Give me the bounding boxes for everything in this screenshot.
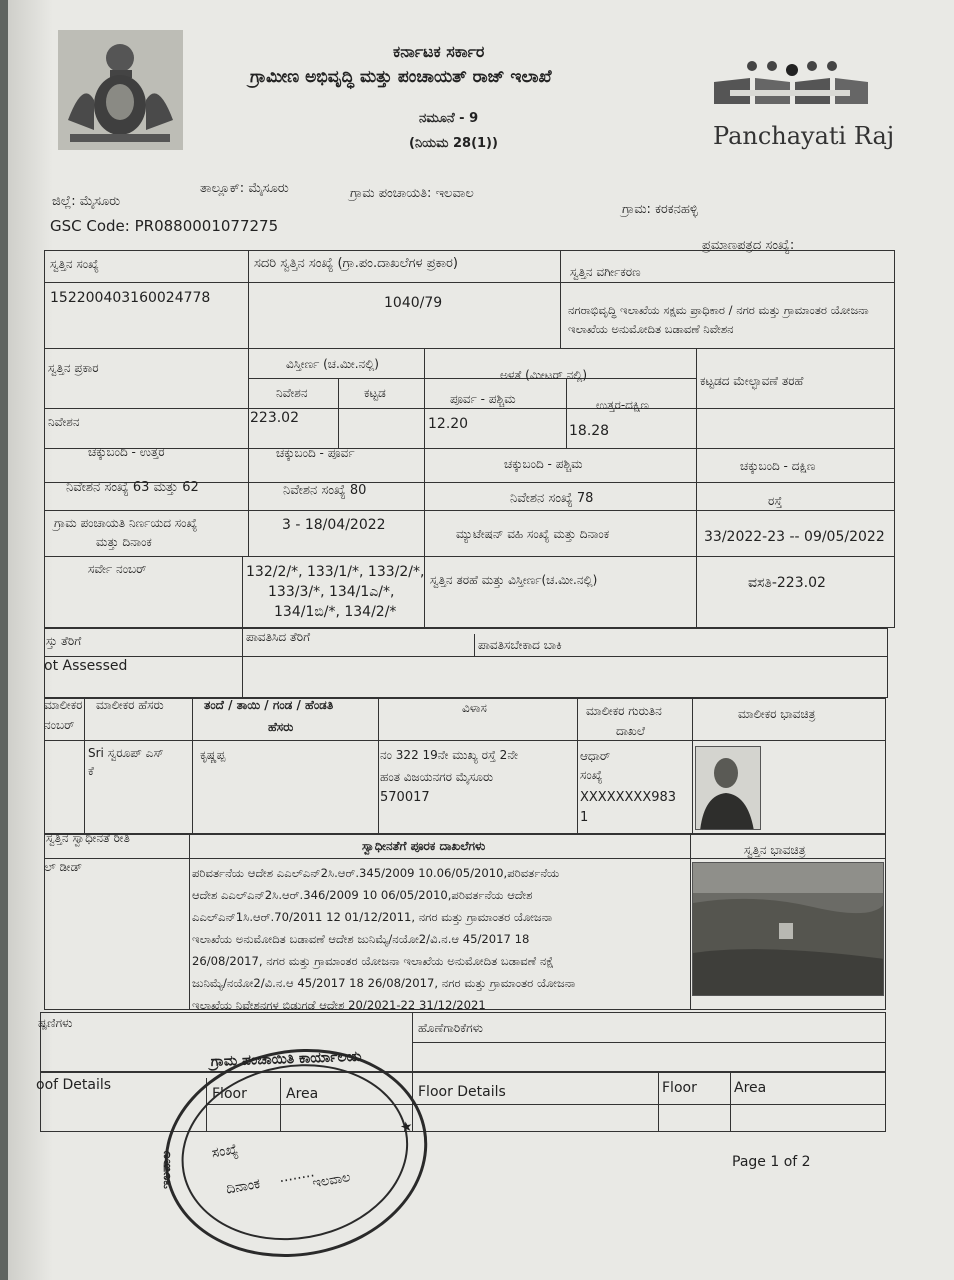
seal-side-text: ಇಲವಾಲ [158, 1150, 174, 1189]
north-south-label: ಉತ್ತರ-ದಕ್ಷಿಣ [596, 398, 649, 412]
survey-number-line-3: 134/1ಬಿ/*, 134/2/* [274, 604, 397, 620]
tax-value: ot Assessed [44, 658, 128, 674]
floor-details-right-label: Floor Details [418, 1084, 506, 1100]
property-photo [692, 862, 884, 996]
doc-line: ಪರಿವರ್ತನೆಯ ಆದೇಶ ಎಎಲ್ಎನ್2ಸಿ.ಆರ್.345/2009 10.06/05/2010,ಪರಿವರ್ತನೆಯ [192, 866, 560, 880]
owner-parent-name: ಕೃಷ್ಣಪ್ಪ [200, 748, 226, 762]
gsc-code: GSC Code: PR0880001077275 [50, 217, 279, 235]
person-icon [696, 747, 761, 830]
west-boundary-label: ಚಕ್ಕುಬಂದಿ - ಪಶ್ಚಿಮ [504, 457, 583, 471]
tax-due-label: ಪಾವತಿಸಬೇಕಾದ ಬಾಕಿ [478, 638, 562, 652]
east-west-label: ಪೂರ್ವ - ಪಶ್ಚಿಮ [450, 392, 516, 406]
floor-details-left-label: oof Details [36, 1077, 112, 1093]
tax-table [44, 628, 888, 698]
gram-panchayat-label: ಗ್ರಾಮ ಪಂಚಾಯತಿ: ಇಲವಾಲ [350, 186, 474, 201]
govt-title: ಕರ್ನಾಟಕ ಸರ್ಕಾರ [393, 42, 485, 61]
resolution-value: 3 - 18/04/2022 [282, 517, 386, 533]
east-west-value: 12.20 [428, 416, 469, 432]
owner-parent-label-1: ತಂದೆ / ತಾಯಿ / ಗಂಡ / ಹೆಂಡತಿ [204, 698, 334, 712]
south-boundary-label: ಚಕ್ಕುಬಂದಿ - ದಕ್ಷಿಣ [740, 459, 816, 473]
doc-line: ಎಎಲ್ಎನ್1ಸಿ.ಆರ್.70/2011 12 01/12/2011, ನಗರ ಮತ್ತು ಗ್ರಾಮಾಂತರ ಯೋಜನಾ [192, 910, 553, 924]
owner-name-1: Sri ಸ್ವರೂಪ್ ಎಸ್ [88, 746, 164, 760]
resolution-label-2: ಮತ್ತು ದಿನಾಂಕ [96, 535, 152, 549]
owner-no-label-1: ಮಾಲೀಕರ [44, 698, 83, 712]
property-id-label: ಸ್ವತ್ತಿನ ಸಂಖ್ಯೆ [50, 257, 99, 271]
department-title: ಗ್ರಾಮೀಣ ಅಭಿವೃದ್ಧಿ ಮತ್ತು ಪಂಚಾಯತ್ ರಾಜ್ ಇಲಾಖೆ [250, 67, 552, 87]
taluk-label: ತಾಲ್ಲೂಕ್: ಮೈಸೂರು [200, 181, 289, 196]
owner-id-number-end: 1 [580, 810, 589, 825]
owner-no-label-2: ನಂಬರ್ [44, 718, 75, 732]
area-left-label: Area [286, 1086, 319, 1102]
site-area-value: 223.02 [250, 410, 299, 426]
tax-paid-label: ಪಾವತಿಸಿದ ತೆರಿಗೆ [246, 630, 311, 644]
form-number: ನಮೂನೆ - 9 [419, 111, 479, 126]
seal-date-label: ದಿನಾಂಕ [224, 1175, 262, 1198]
certificate-number-label: ಪ್ರಮಾಣಪತ್ರದ ಸಂಖ್ಯೆ: [702, 238, 795, 253]
star-icon: ★ [398, 1118, 415, 1137]
owner-name-2: ಕೆ [88, 764, 94, 778]
old-property-number-value: 1040/79 [384, 295, 443, 311]
south-boundary-value: ರಸ್ತೆ [768, 494, 783, 508]
seal-dots: ........ [277, 1164, 316, 1187]
east-boundary-value: ನಿವೇಶನ ಸಂಖ್ಯೆ 80 [283, 483, 367, 498]
owner-address-2: ಹಂತ ವಿಜಯನಗರ ಮೈಸೂರು [380, 770, 494, 784]
floor-left-label: Floor [212, 1086, 247, 1102]
owner-id-number-label: ಸಂಖ್ಯೆ [580, 768, 603, 782]
mutation-value: 33/2022-23 -- 09/05/2022 [704, 529, 885, 545]
doc-line: ಇಲಾಖೆಯ ನಿವೇಶನಗಳ ಬಿಡುಗಡೆ ಆದೇಶ 20/2021-22 31/12/2021 [192, 998, 486, 1012]
title-docs-list [192, 862, 688, 1016]
title-mode-label: ಸ್ವತ್ತಿನ ಸ್ವಾಧೀನತೆ ರೀತಿ [46, 831, 130, 845]
seal-ring-text: ಗ್ರಾಮ ಪಂಚಾಯಿತಿ ಕಾರ್ಯಾಲಯ [210, 1048, 362, 1070]
owner-address-1: ನಂ 322 19ನೇ ಮುಖ್ಯ ರಸ್ತೆ 2ನೇ [380, 748, 518, 762]
north-south-value: 18.28 [569, 423, 610, 439]
property-classification-value: ನಗರಾಭಿವೃದ್ಧಿ ಇಲಾಖೆಯ ಸಕ್ಷಮ ಪ್ರಾಧಿಕಾರ / ನಗರ ಮತ್ತು ಗ್ರಾಮಾಂತರ ಯೋಜನಾ ಇಲಾಖೆಯ ಅನುಮೋದಿತ ಬಡಾವಣೆ ನಿವೇಶನ [568, 303, 869, 336]
panchayati-raj-logo-text: Panchayati Raj [713, 122, 895, 150]
owner-id-label-1: ಮಾಲೀಕರ ಗುರುತಿನ [586, 704, 662, 718]
seal-number-label: ಸಂಖ್ಯೆ [210, 1141, 240, 1162]
doc-line: 26/08/2017, ನಗರ ಮತ್ತು ಗ್ರಾಮಾಂತರ ಯೋಜನಾ ಇಲಾಖೆಯ ಅನುಮೋದಿತ ಬಡಾವಣೆ ನಕ್ಷೆ [192, 954, 554, 968]
rule-number: (ನಿಯಮ 28(1)) [409, 136, 498, 151]
dimensions-label: ಅಳತೆ (ಮೀಟರ್ ನಲ್ಲಿ) [500, 368, 588, 382]
liabilities-label: ಹೊಣೆಗಾರಿಕೆಗಳು [418, 1021, 483, 1035]
building-label: ಕಟ್ಟಡ [364, 386, 386, 400]
owner-photo-label: ಮಾಲೀಕರ ಭಾವಚಿತ್ರ [738, 707, 816, 721]
district-label: ಜಿಲ್ಲೆ: ಮೈಸೂರು [52, 194, 121, 209]
land-photo-icon [693, 863, 884, 996]
survey-number-label: ಸರ್ವೇ ನಂಬರ್ [88, 562, 147, 576]
property-extent-label: ಸ್ವತ್ತಿನ ತರಹೆ ಮತ್ತು ವಿಸ್ತೀರ್ಣ(ಚ.ಮೀ.ನಲ್ಲಿ) [430, 573, 598, 587]
roof-type-label: ಕಟ್ಟಡದ ಮೇಲ್ಛಾವಣೆ ತರಹೆ [700, 374, 804, 388]
north-boundary-label: ಚಕ್ಕುಬಂದಿ - ಉತ್ತರ [88, 445, 165, 459]
property-extent-value: ವಸತಿ-223.02 [748, 575, 826, 591]
floor-right-label: Floor [662, 1080, 697, 1096]
seal-place: ಇಲವಾಲ [311, 1170, 352, 1192]
page-number: Page 1 of 2 [732, 1154, 811, 1170]
doc-line: ಇಲಾಖೆಯ ಅನುಮೋದಿತ ಬಡಾವಣೆ ಆದೇಶ ಜುನಿಮ್ಯೆ/ನಯೋ2/ವಿ.ನ.ಆ 45/2017 18 [192, 932, 530, 946]
old-property-number-label: ಸದರಿ ಸ್ವತ್ತಿನ ಸಂಖ್ಯೆ (ಗ್ರಾ.ಪಂ.ದಾಖಲೆಗಳ ಪ್ರಕಾರ) [254, 256, 458, 271]
area-right-label: Area [734, 1080, 767, 1096]
karnataka-emblem-icon [58, 30, 183, 150]
owner-photo [695, 746, 761, 830]
tax-label: ಸ್ತು ತೆರಿಗೆ [46, 634, 82, 648]
east-boundary-label: ಚಕ್ಕುಬಂದಿ - ಪೂರ್ವ [276, 446, 355, 460]
property-classification-label: ಸ್ವತ್ತಿನ ವರ್ಗೀಕರಣ [570, 265, 641, 279]
owner-name-label: ಮಾಲೀಕರ ಹೆಸರು [96, 698, 164, 712]
title-docs-label: ಸ್ವಾಧೀನತೆಗೆ ಪೂರಕ ದಾಖಲೆಗಳು [362, 839, 486, 853]
doc-line: ಆದೇಶ ಎಎಲ್ಎನ್2ಸಿ.ಆರ್.346/2009 10 06/05/2010,ಪರಿವರ್ತನೆಯ ಆದೇಶ [192, 888, 533, 902]
village-label: ಗ್ರಾಮ: ಕರಕನಹಳ್ಳಿ [622, 202, 698, 217]
owner-id-label-2: ದಾಖಲೆ [616, 724, 645, 738]
resolution-label-1: ಗ್ರಾಮ ಪಂಚಾಯತಿ ನಿರ್ಣಯದ ಸಂಖ್ಯೆ [54, 516, 198, 530]
owner-id-type: ಆಧಾರ್ [580, 749, 611, 763]
owner-address-3: 570017 [380, 790, 430, 805]
owner-parent-label-2: ಹೆಸರು [268, 720, 294, 734]
title-mode-value: ಲ್ ಡೀಡ್ [44, 860, 83, 874]
area-label: ವಿಸ್ತೀರ್ಣ (ಚ.ಮೀ.ನಲ್ಲಿ) [286, 357, 379, 371]
mutation-label: ಮ್ಯುಟೇಷನ್ ವಹಿ ಸಂಖ್ಯೆ ಮತ್ತು ದಿನಾಂಕ [456, 527, 610, 541]
doc-line: ಜುನಿಮ್ಯೆ/ನಯೋ2/ವಿ.ನ.ಆ 45/2017 18 26/08/2017, ನಗರ ಮತ್ತು ಗ್ರಾಮಾಂತರ ಯೋಜನಾ [192, 976, 576, 990]
property-type-value: ನಿವೇಶನ [48, 415, 80, 429]
property-type-label: ಸ್ವತ್ತಿನ ಪ್ರಕಾರ [48, 361, 99, 375]
survey-number-line-1: 132/2/*, 133/1/*, 133/2/*, [246, 564, 425, 580]
remarks-label: ಷ್ಪಣಿಗಳು [38, 1016, 73, 1030]
survey-number-line-2: 133/3/*, 134/1ಎ/*, [268, 584, 395, 600]
property-photo-label: ಸ್ವತ್ತಿನ ಭಾವಚಿತ್ರ [744, 843, 806, 857]
west-boundary-value: ನಿವೇಶನ ಸಂಖ್ಯೆ 78 [510, 491, 594, 506]
site-label: ನಿವೇಶನ [276, 386, 308, 400]
owner-id-number: XXXXXXXX983 [580, 790, 677, 805]
north-boundary-value: ನಿವೇಶನ ಸಂಖ್ಯೆ 63 ಮತ್ತು 62 [66, 480, 199, 495]
property-id-value: 152200403160024778 [50, 290, 211, 306]
owner-address-label: ವಿಳಾಸ [462, 701, 487, 715]
